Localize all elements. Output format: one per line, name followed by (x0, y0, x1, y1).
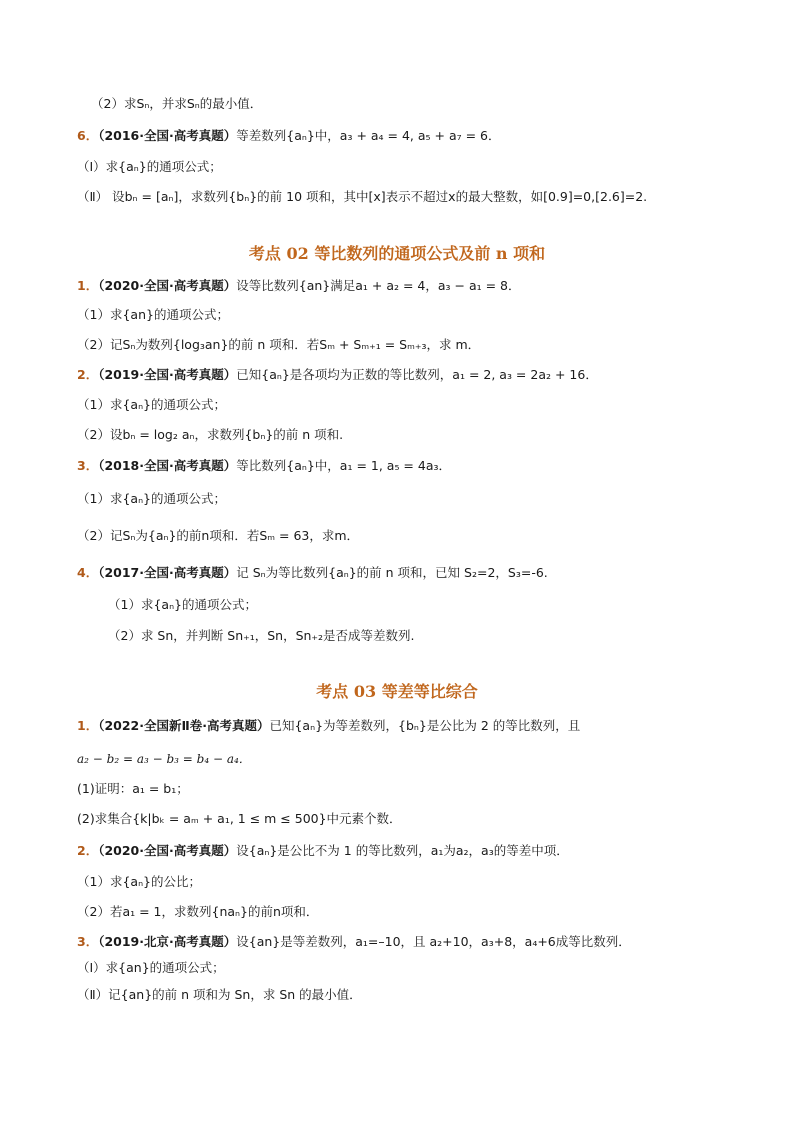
s3-problem-3-part-2: （Ⅱ）记{an}的前 n 项和为 Sn，求 Sn 的最小值． (77, 987, 362, 1002)
s3-problem-1-cond: a₂ − b₂ = a₃ − b₃ = b₄ − a₄． (77, 752, 251, 766)
s2-problem-3-part-2: （2）记Sₙ为{aₙ}的前n项和．若Sₘ = 63，求m． (77, 528, 360, 543)
s3-problem-1: 1．（2022·全国新Ⅱ卷·高考真题）已知{aₙ}为等差数列，{bₙ}是公比为 2 的等比数列，且 (77, 718, 581, 733)
s2-problem-1-part-2: （2）记Sₙ为数列{log₃an}的前 n 项和．若Sₘ + Sₘ₊₁ = Sₘ₊₃，求 m． (77, 337, 481, 352)
s2-problem-3: 3．（2018·全国·高考真题）等比数列{aₙ}中，a₁ = 1, a₅ = 4a₃． (77, 458, 452, 473)
problem-6-part-2: （Ⅱ） 设bₙ = [aₙ]，求数列{bₙ}的前 10 项和，其中[x]表示不超过x的最大整数，如[0.9]=0,[2.6]=2. (77, 189, 648, 204)
s3-problem-1-part-1: (1)证明：a₁ = b₁； (77, 781, 189, 796)
section-heading-02: 考点 02 等比数列的通项公式及前 n 项和 (248, 244, 546, 263)
s2-problem-4-part-2: （2）求 Sn，并判断 Sn₊₁，Sn，Sn₊₂是否成等差数列. (108, 628, 415, 643)
s3-problem-3-part-1: （Ⅰ）求{an}的通项公式； (77, 960, 225, 975)
s2-problem-4: 4．（2017·全国·高考真题）记 Sₙ为等比数列{aₙ}的前 n 项和，已知 S₂=2，S₃=-6. (77, 565, 548, 580)
s2-problem-2-part-1: （1）求{aₙ}的通项公式； (77, 397, 226, 412)
line-1: （2）求Sₙ，并求Sₙ的最小值． (91, 96, 263, 111)
s3-problem-2-part-1: （1）求{aₙ}的公比； (77, 874, 201, 889)
problem-6-part-1: （Ⅰ）求{aₙ}的通项公式； (77, 159, 222, 174)
s2-problem-4-part-1: （1）求{aₙ}的通项公式； (108, 597, 257, 612)
s3-problem-2: 2．（2020·全国·高考真题）设{aₙ}是公比不为 1 的等比数列，a₁为a₂，a₃的等差中项． (77, 843, 569, 858)
s3-problem-2-part-2: （2）若a₁ = 1，求数列{naₙ}的前n项和． (77, 904, 319, 919)
s3-problem-1-part-2: (2)求集合{k|bₖ = aₘ + a₁, 1 ≤ m ≤ 500}中元素个数． (77, 811, 402, 826)
s2-problem-1: 1．（2020·全国·高考真题）设等比数列{an}满足a₁ + a₂ = 4，a₃ − a₁ = 8． (77, 278, 521, 293)
s3-problem-3: 3．（2019·北京·高考真题）设{an}是等差数列，a₁=–10，且 a₂+10，a₃+8，a₄+6成等比数列． (77, 934, 631, 949)
s2-problem-3-part-1: （1）求{aₙ}的通项公式； (77, 491, 226, 506)
problem-6: 6．（2016·全国·高考真题）等差数列{aₙ}中，a₃ + a₄ = 4, a₅ + a₇ = 6． (77, 128, 501, 143)
s2-problem-2-part-2: （2）设bₙ = log₂ aₙ，求数列{bₙ}的前 n 项和. (77, 427, 344, 442)
s2-problem-2: 2．（2019·全国·高考真题）已知{aₙ}是各项均为正数的等比数列，a₁ = 2, a₃ = 2a₂ + 16． (77, 367, 598, 382)
section-heading-03: 考点 03 等差等比综合 (316, 682, 478, 701)
s2-problem-1-part-1: （1）求{an}的通项公式； (77, 307, 229, 322)
